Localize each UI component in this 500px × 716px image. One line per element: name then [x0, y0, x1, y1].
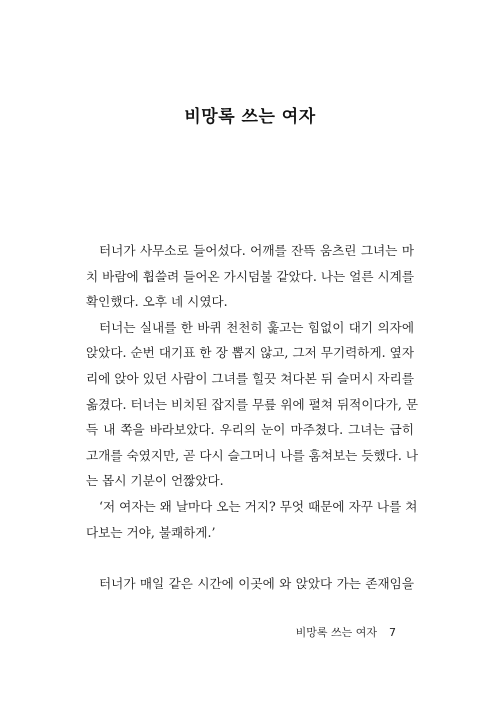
page-footer: [296, 624, 396, 640]
paragraph: [86, 494, 418, 545]
text-line: 확인했다. 오후 네 시였다.: [86, 294, 228, 310]
paragraph: [86, 571, 414, 597]
paragraph: [86, 238, 414, 315]
text-line: 고개를 숙였지만, 곧 다시 슬그머니 나를 훔쳐보는 듯했다. 나: [86, 447, 419, 463]
text-line: 리에 앉아 있던 사람이 그녀를 힐끗 쳐다본 뒤 슬머시 자리를: [86, 370, 415, 386]
running-title: 비망록 쓰는 여자: [295, 626, 377, 639]
paragraph: [86, 315, 419, 494]
text-line: 치 바람에 휩쓸려 들어온 가시덤불 같았다. 나는 얼른 시계를: [86, 268, 415, 284]
text-line: 다보는 거야, 불쾌하게.’: [86, 524, 216, 540]
paragraph-gap: [86, 545, 414, 571]
text-line: 터너가 사무소로 들어섰다. 어깨를 잔뜩 움츠린 그녀는 마: [99, 243, 414, 258]
text-line: ‘저 여자는 왜 날마다 오는 거지? 무엇 때문에 자꾸 나를 쳐: [99, 498, 418, 514]
text-line: 득 내 쪽을 바라보았다. 우리의 눈이 마주쳤다. 그녀는 급히: [86, 422, 414, 438]
text-line: 터너가 매일 같은 시간에 이곳에 와 앉았다 가는 존재임을: [99, 575, 414, 591]
page-number: 7: [389, 626, 396, 639]
chapter-title: 비망록 쓰는 여자: [184, 107, 316, 127]
text-line: 터너는 실내를 한 바퀴 천천히 훑고는 힘없이 대기 의자에: [99, 319, 414, 335]
text-line: 는 몹시 기분이 언짢았다.: [86, 473, 224, 489]
body-text: [86, 238, 419, 596]
text-line: 옮겼다. 터너는 비치된 잡지를 무릎 위에 펼쳐 뒤적이다가, 문: [86, 396, 419, 412]
text-line: 앉았다. 순번 대기표 한 장 뽑지 않고, 그저 무기력하게. 옆자: [86, 345, 414, 361]
